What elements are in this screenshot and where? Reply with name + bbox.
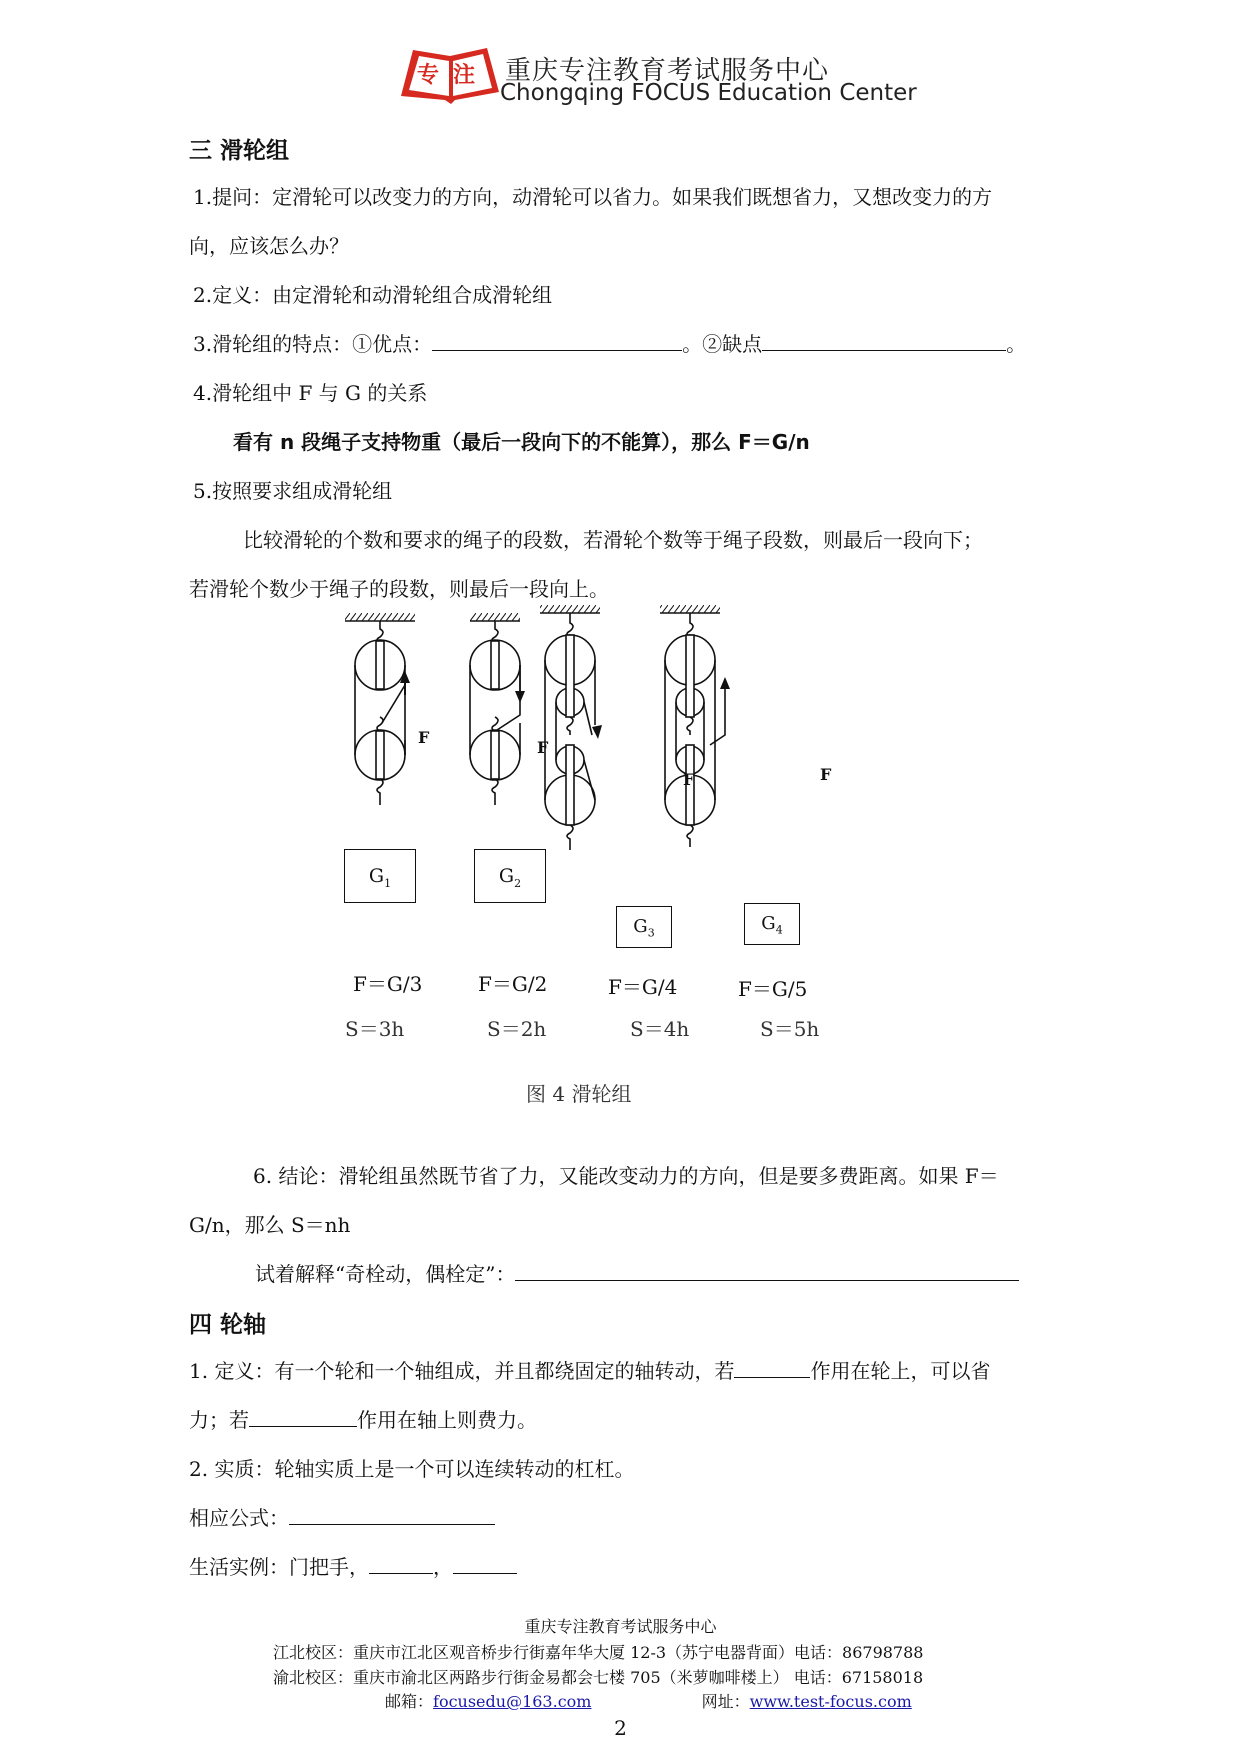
conclusion-line2: G/n，那么 S＝nh bbox=[189, 1213, 351, 1237]
formula-3: F＝G/4 bbox=[608, 975, 678, 999]
q3-features bbox=[193, 328, 1026, 357]
rule-statement: 看有 n 段绳子支持物重（最后一段向下的不能算），那么 F＝G/n bbox=[233, 430, 810, 454]
force-label-2: F bbox=[537, 738, 549, 757]
distance-1: S＝3h bbox=[345, 1017, 405, 1041]
advantage-blank[interactable] bbox=[432, 332, 682, 351]
pulley-system-4 bbox=[660, 605, 730, 847]
wheel-axle-definition-2: 力；若 作用在轴上则费力。 bbox=[189, 1408, 537, 1432]
email-link[interactable]: focusedu@163.com bbox=[433, 1692, 592, 1711]
try-explain: 试着解释“奇栓动，偶栓定”： bbox=[255, 1258, 1019, 1287]
logo-title-en: Chongqing FOCUS Education Center bbox=[500, 80, 917, 106]
page-number: 2 bbox=[614, 1716, 627, 1740]
q1-line2: 向，应该怎么办？ bbox=[189, 234, 349, 258]
weight-box-2: $G_2$ bbox=[474, 849, 546, 903]
axle-blank[interactable] bbox=[249, 1408, 357, 1427]
pulley-system-1 bbox=[345, 613, 415, 805]
weight-box-3: $G_3$ bbox=[616, 906, 672, 948]
q2-definition: 2.定义：由定滑轮和动滑轮组合成滑轮组 bbox=[193, 283, 553, 307]
q3-end: 。 bbox=[1006, 332, 1027, 356]
explain-blank[interactable] bbox=[515, 1262, 1019, 1281]
distance-3: S＝4h bbox=[630, 1017, 690, 1041]
wheel-axle-essence: 2. 实质：轮轴实质上是一个可以连续转动的杠杠。 bbox=[189, 1457, 635, 1481]
distance-2: S＝2h bbox=[487, 1017, 547, 1041]
example-blank-2[interactable] bbox=[453, 1555, 517, 1574]
formula-row: 相应公式： bbox=[189, 1502, 495, 1531]
wheel-axle-definition-1: 1. 定义：有一个轮和一个轴组成，并且都绕固定的轴转动，若 作用在轮上，可以省 bbox=[189, 1359, 991, 1383]
formula-4: F＝G/5 bbox=[738, 977, 808, 1001]
logo-badge: 专注 bbox=[417, 63, 490, 88]
section4-heading: 四 轮轴 bbox=[189, 1312, 267, 1338]
force-label-3: F bbox=[683, 770, 695, 789]
q1-line1: 1.提问：定滑轮可以改变力的方向，动滑轮可以省力。如果我们既想省力，又想改变力的方 bbox=[193, 185, 993, 209]
footer-center: 重庆专注教育考试服务中心 bbox=[524, 1617, 717, 1636]
distance-4: S＝5h bbox=[760, 1017, 820, 1041]
weight-box-1: $G_1$ bbox=[344, 849, 416, 903]
compare-line1: 比较滑轮的个数和要求的绳子的段数，若滑轮个数等于绳子段数，则最后一段向下； bbox=[243, 528, 983, 552]
q5-compose: 5.按照要求组成滑轮组 bbox=[193, 479, 393, 503]
section3-heading: 三 滑轮组 bbox=[189, 138, 290, 164]
force-label-4: F bbox=[820, 765, 832, 784]
pulley-system-3 bbox=[540, 605, 602, 850]
q3-mid: 。②缺点 bbox=[682, 332, 763, 356]
disadvantage-blank[interactable] bbox=[762, 332, 1006, 351]
website-link[interactable]: www.test-focus.com bbox=[749, 1692, 912, 1711]
formula-2: F＝G/2 bbox=[478, 972, 548, 996]
example-blank-1[interactable] bbox=[369, 1555, 433, 1574]
force-label-1: F bbox=[418, 728, 430, 747]
examples-row: 生活实例：门把手， ， bbox=[189, 1551, 517, 1580]
q3-prefix: 3.滑轮组的特点：①优点： bbox=[193, 332, 433, 356]
footer-yubei: 渝北校区：重庆市渝北区两路步行街金易都会七楼 705（米萝咖啡楼上） 电话：67158018 bbox=[273, 1668, 924, 1687]
wheel-blank[interactable] bbox=[734, 1359, 810, 1378]
conclusion-line1: 6. 结论：滑轮组虽然既节省了力，又能改变动力的方向，但是要多费距离。如果 F＝ bbox=[253, 1164, 999, 1188]
compare-line2: 若滑轮个数少于绳子的段数，则最后一段向上。 bbox=[189, 577, 609, 601]
figure-caption: 图 4 滑轮组 bbox=[526, 1082, 632, 1106]
logo-title-cn: 重庆专注教育考试服务中心 bbox=[505, 56, 830, 86]
weight-box-4: $G_4$ bbox=[744, 903, 800, 945]
header-logo bbox=[395, 44, 917, 106]
formula-blank[interactable] bbox=[289, 1506, 495, 1525]
q4-relation: 4.滑轮组中 F 与 G 的关系 bbox=[193, 381, 428, 405]
footer-jiangbei: 江北校区：重庆市江北区观音桥步行街嘉年华大厦 12-3（苏宁电器背面）电话：86798788 bbox=[273, 1643, 924, 1662]
footer-contact: 邮箱：focusedu@163.com 网址：www.test-focus.com bbox=[385, 1692, 912, 1711]
formula-1: F＝G/3 bbox=[353, 972, 423, 996]
pulley-system-2 bbox=[470, 613, 525, 805]
